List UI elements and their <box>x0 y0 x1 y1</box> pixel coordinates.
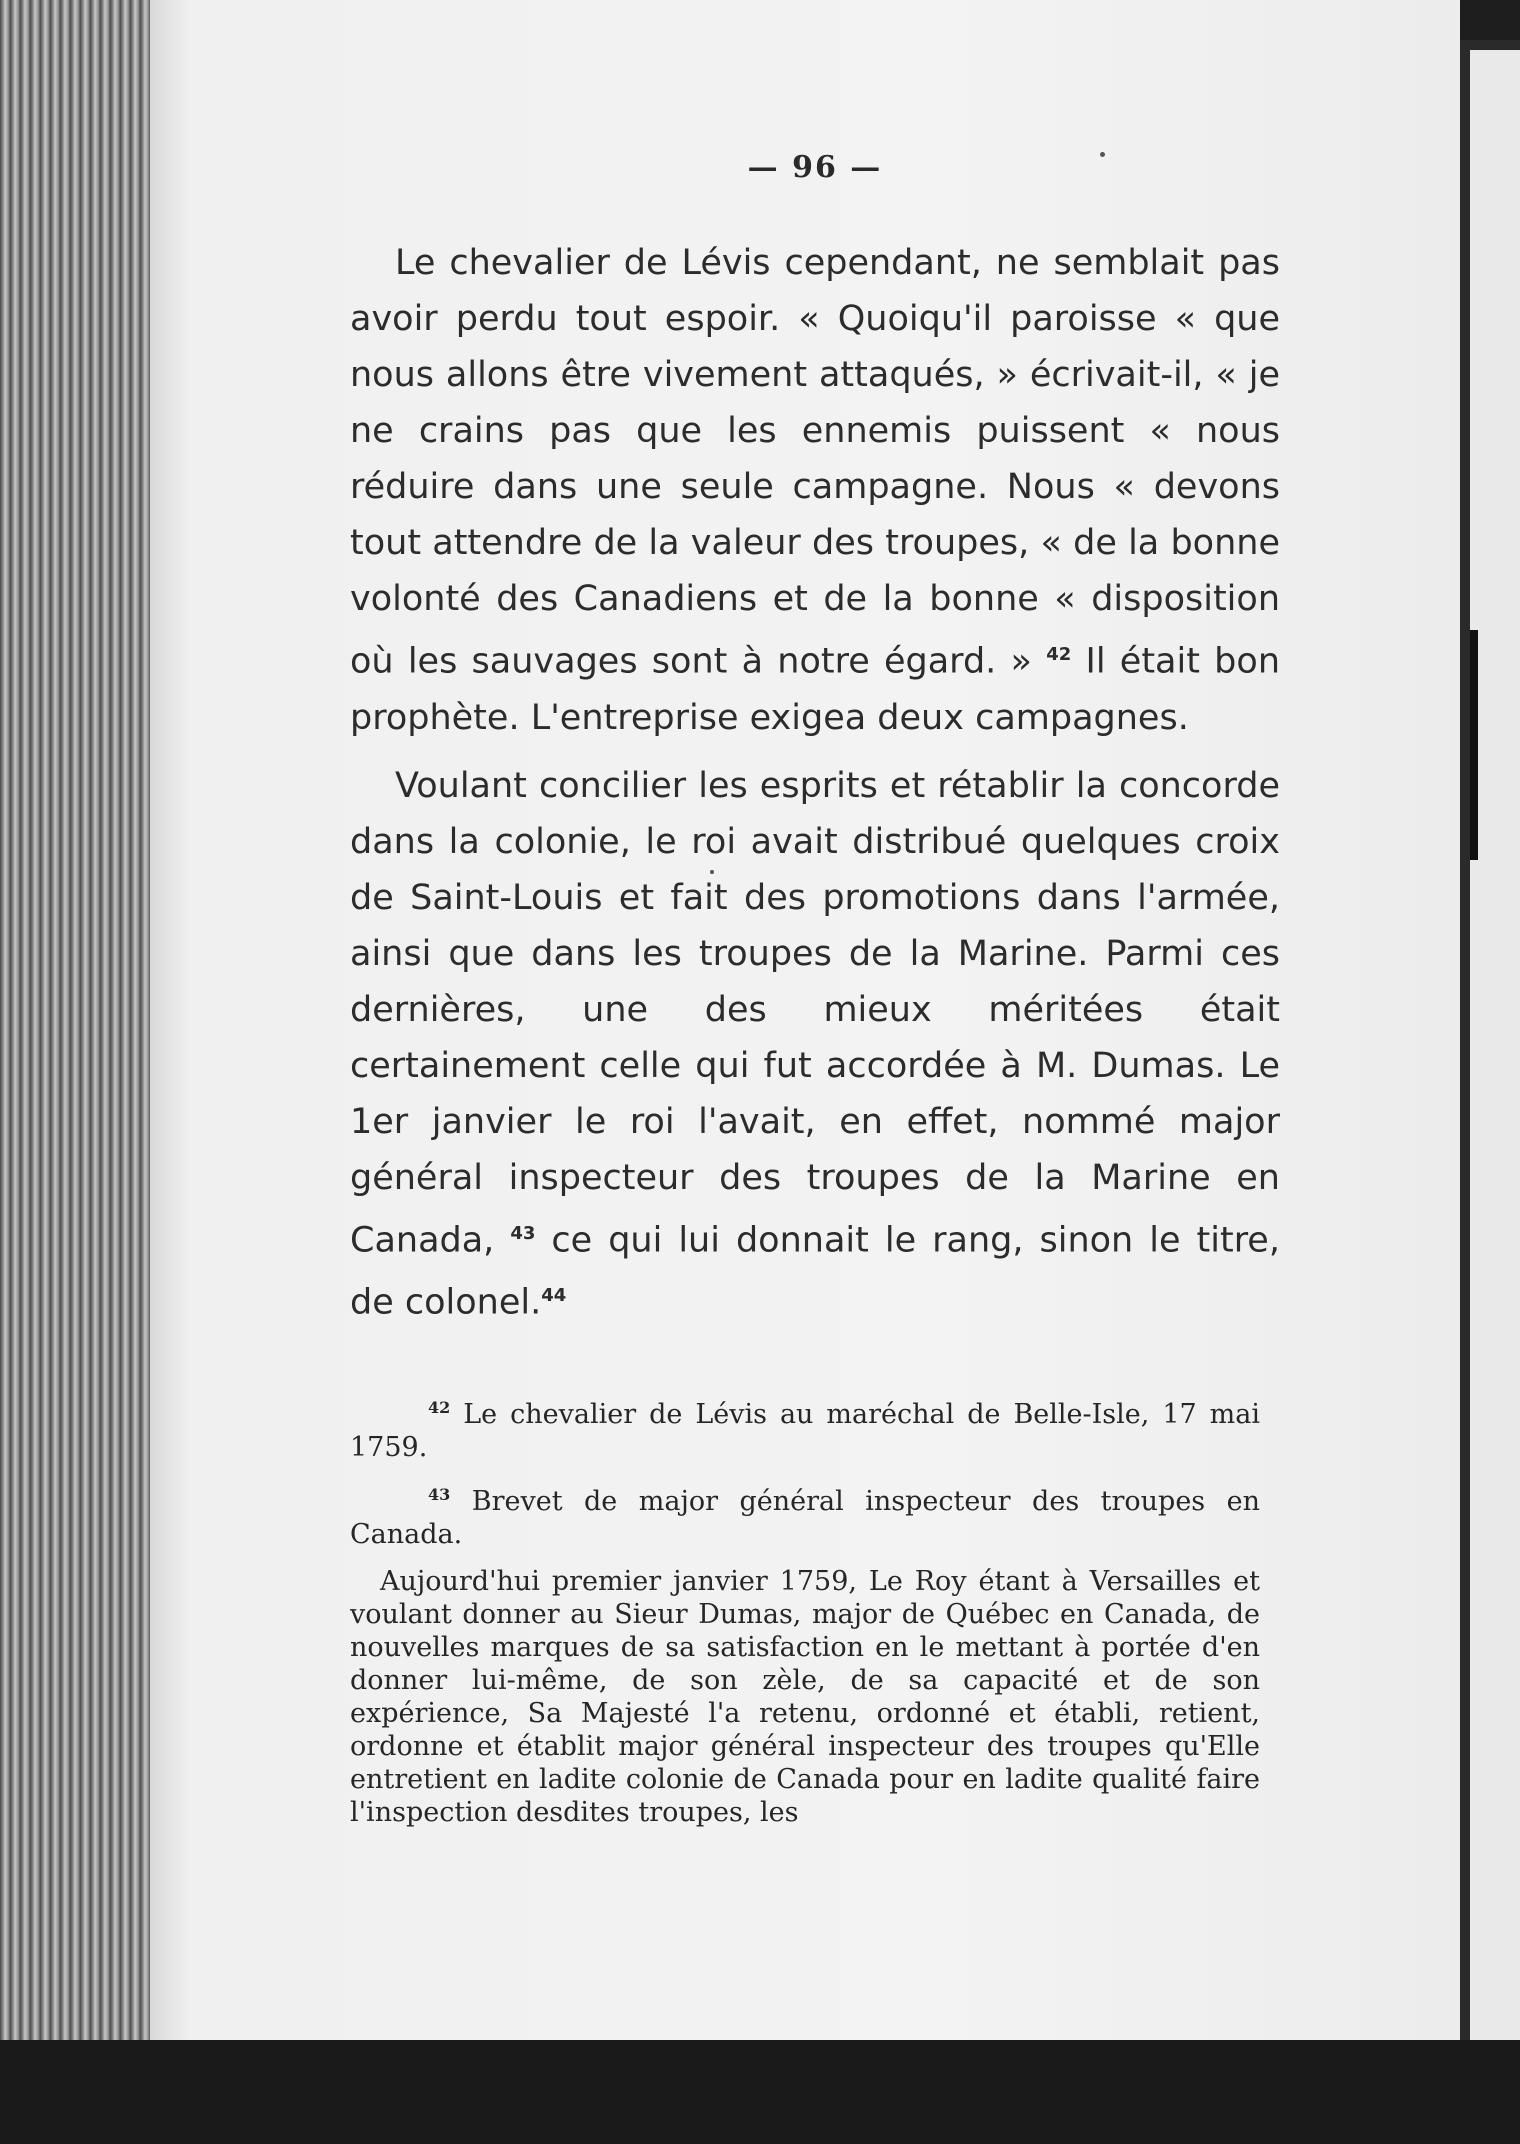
paragraph-text: Il était bon prophète. L'entreprise exigea deux campagnes. <box>350 641 1280 738</box>
paragraph-text: ce qui lui donnait le rang, sinon le titre, de colonel. <box>350 1220 1280 1323</box>
footnote <box>350 1565 1260 1829</box>
paragraph <box>350 235 1280 746</box>
footnote-text: Le chevalier de Lévis au maréchal de Belle-Isle, 17 mai 1759. <box>350 1398 1260 1463</box>
footnote <box>350 1478 1260 1551</box>
footnote-ref: 44 <box>541 1285 567 1307</box>
footnotes <box>350 1391 1280 1829</box>
paragraph <box>350 758 1280 1331</box>
page-stack-edges <box>0 0 150 2040</box>
paragraph-text: Voulant concilier les esprits et rétablir la concorde dans la colonie, le roi avait distribué quelques croix de Saint-Louis et fait des promotions dans l'armée, ainsi que dans les troupes de la Marine. Parmi ces dernières, une des mieux méritées était certainement celle qui fut accordée à M. Dumas. Le 1er janvier le roi l'avait, en effet, nommé major général inspecteur des troupes de la Marine en Canada, <box>350 765 1280 1261</box>
footnote-number: 42 <box>428 1397 451 1417</box>
facing-page-edge <box>1460 40 1520 2040</box>
scan-bottom-shadow <box>0 2040 1520 2144</box>
page-content <box>350 150 1280 1843</box>
paragraph-text: Le chevalier de Lévis cependant, ne semblait pas avoir perdu tout espoir. « Quoiqu'il paroisse « que nous allons être vivement attaqués, » écrivait-il, « je ne crains pas que les ennemis puissent « nous réduire dans une seule campagne. Nous « devons tout attendre de la valeur des troupes, « de la bonne volonté des Canadiens et de la bonne « disposition où les sauvages sont à notre égard. » <box>350 243 1280 682</box>
footnote <box>350 1391 1260 1464</box>
facing-page-mark <box>1470 630 1478 860</box>
footnote-number: 43 <box>428 1484 451 1504</box>
footnote-ref: 42 <box>1046 644 1072 665</box>
footnote-text: Aujourd'hui premier janvier 1759, Le Roy étant à Versailles et voulant donner au Sieur Dumas, major de Québec en Canada, de nouvelles marques de sa satisfaction en le mettant à portée d'en donner lui-même, de son zèle, de sa capacité et de son expérience, Sa Majesté l'a retenu, ordonné et établi, retient, ordonne et établit major général inspecteur des troupes qu'Elle entretient en ladite colonie de Canada pour en ladite qualité faire l'inspection desdites troupes, les <box>350 1565 1260 1828</box>
footnote-text: Brevet de major général inspecteur des troupes en Canada. <box>350 1485 1261 1550</box>
facing-page-strip <box>1470 50 1520 2040</box>
page-number: — 96 — <box>747 150 883 185</box>
footnote-ref: 43 <box>510 1222 536 1244</box>
